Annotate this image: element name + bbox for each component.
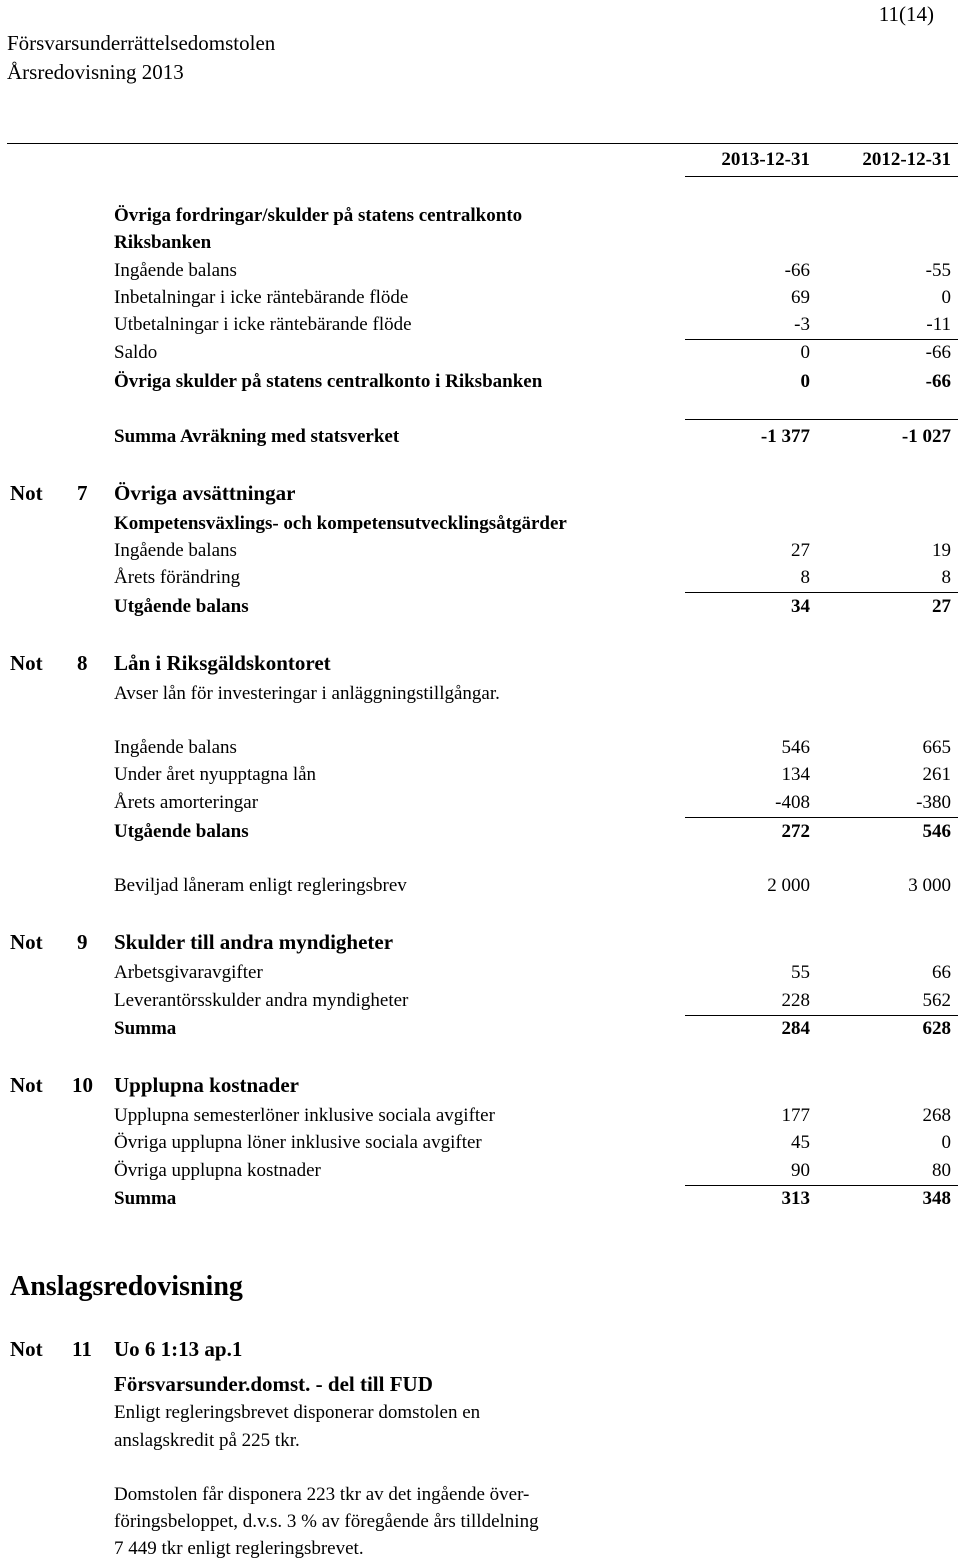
total-label: Summa bbox=[114, 1018, 177, 1039]
total-label: Utgående balans bbox=[114, 821, 249, 842]
paragraph-line: anslagskredit på 225 tkr. bbox=[114, 1430, 300, 1451]
total-value-current: 0 bbox=[800, 371, 810, 392]
row-value-previous: 0 bbox=[941, 1132, 951, 1153]
note-subtitle: Kompetensväxlings- och kompetensutvecklingsåtgärder bbox=[114, 513, 567, 534]
column-header-previous: 2012-12-31 bbox=[862, 149, 951, 170]
row-label: Utbetalningar i icke räntebärande flöde bbox=[114, 314, 412, 335]
total-label: Summa bbox=[114, 1188, 177, 1209]
section-title: Övriga fordringar/skulder på statens centralkonto bbox=[114, 205, 523, 226]
sum-divider bbox=[685, 1185, 958, 1186]
row-label: Övriga upplupna löner inklusive sociala avgifter bbox=[114, 1132, 482, 1153]
row-label: Inbetalningar i icke räntebärande flöde bbox=[114, 287, 409, 308]
organization-name: Försvarsunderrättelsedomstolen bbox=[7, 31, 276, 55]
note-subtitle: Försvarsunder.domst. - del till FUD bbox=[114, 1372, 433, 1396]
row-value-current: -66 bbox=[784, 260, 810, 281]
paragraph-line: 7 449 tkr enligt regleringsbrevet. bbox=[114, 1538, 364, 1559]
sum-divider bbox=[685, 592, 958, 593]
note-title: Lån i Riksgäldskontoret bbox=[114, 651, 331, 675]
total-value-previous: 546 bbox=[922, 821, 951, 842]
column-header-current: 2013-12-31 bbox=[721, 149, 810, 170]
row-value-previous: 66 bbox=[932, 962, 951, 983]
sum-divider bbox=[685, 817, 958, 818]
note-number: 9 bbox=[77, 930, 88, 954]
row-value-previous: 8 bbox=[941, 567, 951, 588]
row-value-current: -408 bbox=[775, 792, 810, 813]
row-value-current: 228 bbox=[781, 990, 810, 1011]
note-description: Avser lån för investeringar i anläggningstillgångar. bbox=[114, 683, 500, 704]
total-label: Övriga skulder på statens centralkonto i Riksbanken bbox=[114, 371, 543, 392]
note-prefix: Not bbox=[10, 651, 43, 675]
row-value-previous: 562 bbox=[922, 990, 951, 1011]
row-value-previous: 261 bbox=[922, 764, 951, 785]
sum-divider bbox=[685, 1015, 958, 1016]
section-title: Riksbanken bbox=[114, 232, 212, 253]
sum-divider bbox=[685, 419, 958, 420]
row-value-previous: 3 000 bbox=[908, 875, 951, 896]
summa-value-previous: -1 027 bbox=[901, 426, 951, 447]
row-label: Övriga upplupna kostnader bbox=[114, 1160, 321, 1181]
note-number: 10 bbox=[72, 1073, 93, 1097]
note-title: Skulder till andra myndigheter bbox=[114, 930, 394, 954]
row-label: Saldo bbox=[114, 342, 158, 363]
total-value-current: 284 bbox=[781, 1018, 810, 1039]
row-value-previous: 268 bbox=[922, 1105, 951, 1126]
row-value-current: 90 bbox=[791, 1160, 810, 1181]
note-number: 8 bbox=[77, 651, 88, 675]
note-title: Uo 6 1:13 ap.1 bbox=[114, 1337, 243, 1361]
row-value-previous: -66 bbox=[925, 342, 951, 363]
total-label: Utgående balans bbox=[114, 596, 249, 617]
row-value-previous: 80 bbox=[932, 1160, 951, 1181]
row-value-current: 177 bbox=[781, 1105, 810, 1126]
note-title: Upplupna kostnader bbox=[114, 1073, 299, 1097]
note-title: Övriga avsättningar bbox=[114, 481, 296, 505]
row-label: Beviljad låneram enligt regleringsbrev bbox=[114, 875, 407, 896]
row-value-previous: -380 bbox=[916, 792, 951, 813]
row-value-current: 8 bbox=[800, 567, 810, 588]
note-number: 7 bbox=[77, 481, 88, 505]
note-prefix: Not bbox=[10, 930, 43, 954]
row-value-current: 134 bbox=[781, 764, 810, 785]
row-value-previous: -11 bbox=[926, 314, 951, 335]
total-value-previous: 628 bbox=[922, 1018, 951, 1039]
sum-divider bbox=[685, 339, 958, 340]
section-heading: Anslagsredovisning bbox=[10, 1271, 243, 1302]
row-label: Årets förändring bbox=[114, 567, 241, 588]
total-value-previous: 348 bbox=[922, 1188, 951, 1209]
row-label: Ingående balans bbox=[114, 737, 237, 758]
row-value-current: 27 bbox=[791, 540, 810, 561]
paragraph-line: föringsbeloppet, d.v.s. 3 % av föregående års tilldelning bbox=[114, 1511, 539, 1532]
row-label: Upplupna semesterlöner inklusive sociala avgifter bbox=[114, 1105, 495, 1126]
row-value-current: 45 bbox=[791, 1132, 810, 1153]
row-label: Leverantörsskulder andra myndigheter bbox=[114, 990, 409, 1011]
row-value-previous: 665 bbox=[922, 737, 951, 758]
row-label: Ingående balans bbox=[114, 540, 237, 561]
paragraph-line: Enligt regleringsbrevet disponerar domstolen en bbox=[114, 1402, 481, 1423]
total-value-current: 313 bbox=[781, 1188, 810, 1209]
note-number: 11 bbox=[72, 1337, 92, 1361]
row-value-previous: 19 bbox=[932, 540, 951, 561]
report-title: Årsredovisning 2013 bbox=[7, 60, 184, 84]
header-divider bbox=[7, 143, 958, 144]
paragraph-line: Domstolen får disponera 223 tkr av det ingående över- bbox=[114, 1484, 530, 1505]
row-value-current: 546 bbox=[781, 737, 810, 758]
row-label: Årets amorteringar bbox=[114, 792, 259, 813]
note-prefix: Not bbox=[10, 481, 43, 505]
row-value-current: 69 bbox=[791, 287, 810, 308]
page-number: 11(14) bbox=[878, 2, 934, 26]
row-value-current: 55 bbox=[791, 962, 810, 983]
total-value-previous: 27 bbox=[932, 596, 951, 617]
row-value-current: 2 000 bbox=[767, 875, 810, 896]
total-value-current: 34 bbox=[791, 596, 810, 617]
note-prefix: Not bbox=[10, 1073, 43, 1097]
row-label: Ingående balans bbox=[114, 260, 237, 281]
note-prefix: Not bbox=[10, 1337, 43, 1361]
row-value-current: -3 bbox=[794, 314, 810, 335]
row-label: Under året nyupptagna lån bbox=[114, 764, 317, 785]
row-value-current: 0 bbox=[800, 342, 810, 363]
summa-value-current: -1 377 bbox=[760, 426, 810, 447]
total-value-previous: -66 bbox=[925, 371, 951, 392]
total-value-current: 272 bbox=[781, 821, 810, 842]
summa-label: Summa Avräkning med statsverket bbox=[114, 426, 400, 447]
column-header-divider bbox=[685, 176, 958, 177]
row-value-previous: 0 bbox=[941, 287, 951, 308]
row-value-previous: -55 bbox=[925, 260, 951, 281]
row-label: Arbetsgivaravgifter bbox=[114, 962, 263, 983]
